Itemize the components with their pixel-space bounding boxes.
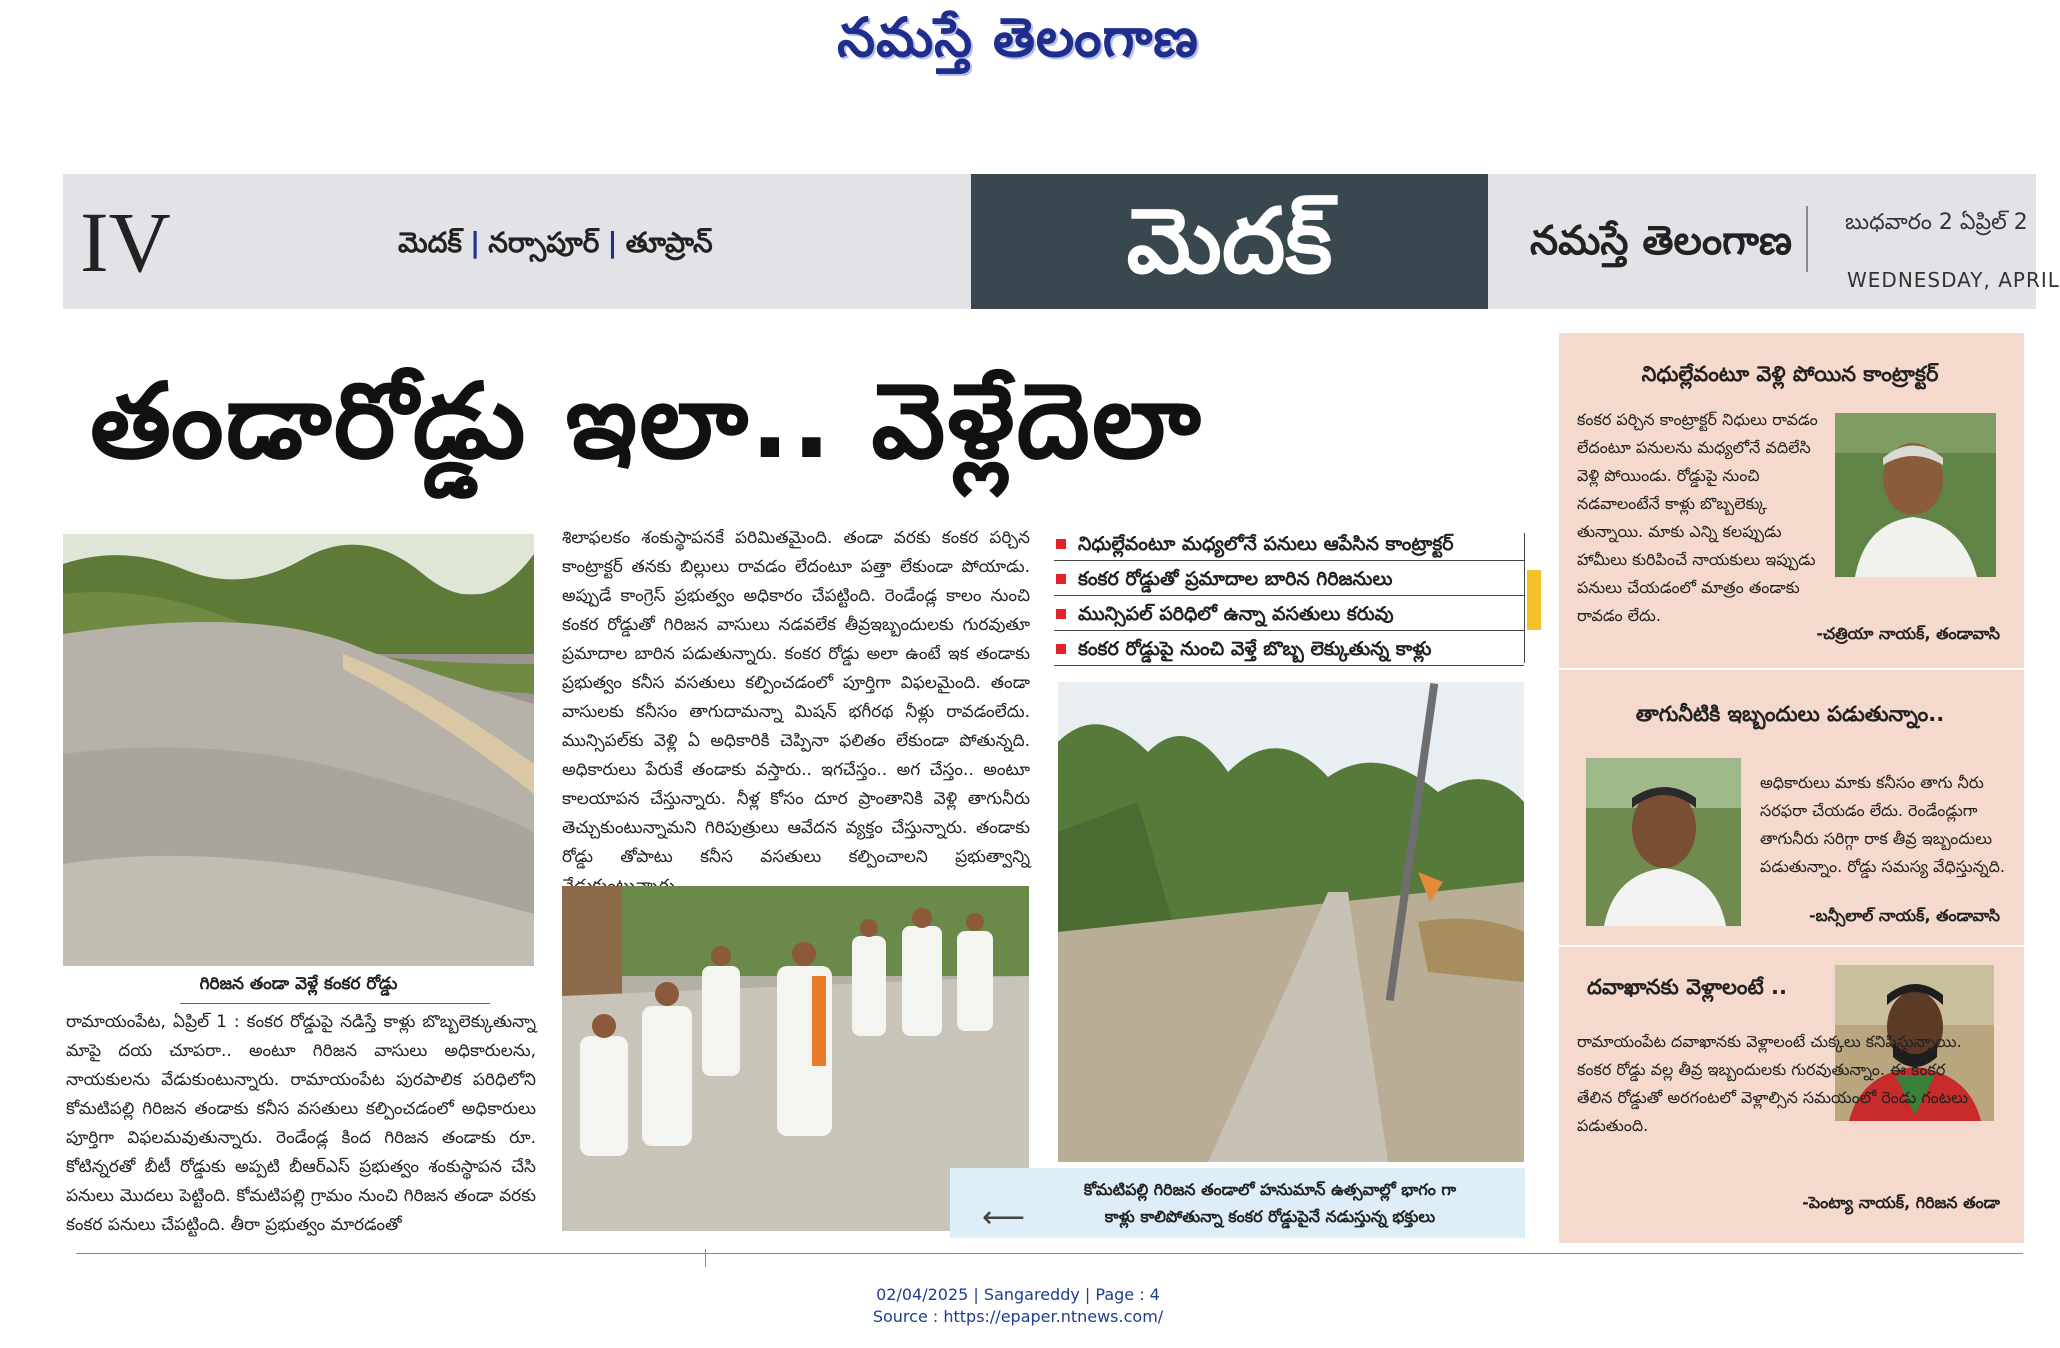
bullet-square-icon — [1056, 609, 1066, 619]
footer-rule — [76, 1253, 2023, 1254]
edition-item: నర్సాపూర్ — [488, 226, 600, 259]
quote2-credit: -బన్సీలాల్ నాయక్, తండావాసి — [1808, 906, 2000, 925]
footer-page-info: 02/04/2025 | Sangareddy | Page : 4 — [876, 1285, 1160, 1304]
edition-item: మెదక్ — [398, 226, 463, 259]
bullet-square-icon — [1056, 539, 1066, 549]
quote1-body: కంకర పర్చిన కాంట్రాక్టర్ నిధులు రావడం లేదంటూ పనులను మధ్యలోనే వదిలేసి వెళ్లి పోయిండు. రోడ్డుపై నుంచి నడవాలంటేనే కాళ్లు బొబ్బలెక్కు తున్నాయి. మాకు ఎన్ని కలప్పుడు హామీలు కురిపించే నాయకులు ఇప్పుడు పనులు చేయడంలో మాత్రం తండాకు రావడం లేదు. — [1577, 410, 1818, 625]
quote2-body: అధికారులు మాకు కనీసం తాగు నీరు సరఫరా చేయడం లేదు. రెండేండ్లుగా తాగునీరు సరిగ్గా రాక తీవ్ర ఇబ్బందులు పడుతున్నాం. రోడ్డు సమస్య వేధిస్తున్నది. — [1760, 773, 2005, 876]
masthead-title: నమస్తే తెలంగాణ — [837, 6, 1199, 69]
highlights-accent-bar — [1527, 570, 1541, 630]
edition-separator: | — [470, 226, 481, 259]
highlight-item — [1054, 633, 1524, 666]
edition-list — [398, 226, 713, 266]
header-divider — [1806, 206, 1808, 272]
road-photo — [63, 534, 534, 966]
caption-line: కోమటిపల్లి గిరిజన తండాలో హనుమాన్ ఉత్సవాల్లో భాగం గా — [1083, 1180, 1457, 1199]
district-title: మెదక్ — [1126, 189, 1333, 294]
article-body-left: రామాయంపేట, ఏప్రిల్ 1 : కంకర రోడ్డుపై నడిస్తే కాళ్లు బొబ్బలెక్కుతున్నా మాపై దయ చూపరా.. అంటూ గిరిజన వాసులు అధికారులను, నాయకులను వేడుకుంటున్నారు. రామాయంపేట పురపాలిక పరిధిలోని కోమటిపల్లి గిరిజన తండాకు కనీస వసతులు కల్పించడంలో అధికారులు పూర్తిగా విఫలమవుతున్నారు. రెండేండ్ల కింద గిరిజన తండాకు రూ. కోటిన్నరతో బీటీ రోడ్డుకు అప్పటి బీఆర్ఎస్ ప్రభుత్వం శంకుస్థాపన చేసి పనులు మొదలు పెట్టింది. కోమటిపల్లి గ్రామం నుంచి గిరిజన తండా వరకు కంకర పనులు చేపట్టింది. తీరా ప్రభుత్వం మారడంతో — [66, 1012, 536, 1235]
quote2-heading: తాగునీటికి ఇబ్బందులు పడుతున్నాం.. — [1635, 702, 1945, 726]
footer-source-link[interactable]: Source : https://epaper.ntnews.com/ — [872, 1307, 1164, 1326]
quote1-heading: నిధుల్లేవంటూ వెళ్లి పోయిన కాంట్రాక్టర్ — [1641, 362, 1939, 386]
highlight-text: కంకర రోడ్డుతో ప్రమాదాల బారిన గిరిజనులు — [1078, 568, 1393, 590]
highlight-text: మున్సిపల్ పరిధిలో ఉన్నా వసతులు కరువు — [1078, 603, 1394, 625]
highlights-border — [1524, 533, 1525, 663]
article-headline: తండారోడ్డు ఇలా.. వెళ్లేదెలా — [90, 360, 1203, 482]
quote3-body: రామాయంపేట దవాఖానకు వెళ్లాలంటే చుక్కలు కనిపిస్తున్నాయి. కంకర రోడ్డు వల్ల తీవ్ర ఇబ్బందులకు గురవుతున్నాం. ఈ కంకర తేలిన రోడ్డుతో అరగంటలో వెళ్లాల్సిన సమయంలో రెండు గంటలు పడుతుంది. — [1577, 1032, 1969, 1135]
paper-name: నమస్తే తెలంగాణ — [1530, 218, 1793, 264]
edition-item: తూప్రాన్ — [625, 226, 713, 259]
highlight-item — [1054, 598, 1524, 631]
highlight-text: కంకర రోడ్డుపై నుంచి వెళ్తే బొబ్బ లెక్కుతున్న కాళ్లు — [1078, 638, 1432, 660]
tanda-road-photo — [1058, 682, 1524, 1162]
arrow-left-icon: ⟵ — [982, 1200, 1026, 1235]
caption-rule — [180, 1003, 490, 1004]
masthead-logo — [0, 0, 2036, 80]
sidebar-divider — [1559, 945, 2024, 947]
tanda-photo-caption — [1040, 1176, 1500, 1230]
road-photo-caption: గిరిజన తండా వెళ్లే కంకర రోడ్డు — [199, 974, 398, 994]
caption-line: కాళ్లు కాలిపోతున్నా కంకర రోడ్డుపైనే నడుస్తున్న భక్తులు — [1104, 1207, 1436, 1226]
article-highlights — [1054, 528, 1524, 668]
highlight-text: నిధుల్లేవంటూ మధ్యలోనే పనులు ఆపేసిన కాంట్రాక్టర్ — [1078, 533, 1454, 555]
quote3-credit: -పెంట్యా నాయక్, గిరిజన తండా — [1802, 1193, 2000, 1212]
highlight-item — [1054, 528, 1524, 561]
sidebar-divider — [1559, 668, 2024, 670]
quote1-credit: -చత్రియా నాయక్, తండావాసి — [1816, 624, 2000, 643]
bullet-square-icon — [1056, 644, 1066, 654]
article-body-middle: శిలాఫలకం శంకుస్థాపనకే పరిమితమైంది. తండా వరకు కంకర పర్చిన కాంట్రాక్టర్ తనకు బిల్లులు రావడం లేదంటూ పత్తా లేకుండా పోయాడు. అప్పుడే కాంగ్రెస్ ప్రభుత్వం అధికారం చేపట్టింది. రెండేండ్ల కాలం నుంచి కంకర రోడ్డుతో గిరిజన వాసులు నడవలేక తీవ్రఇబ్బందులకు గురవుతూ ప్రమాదాల బారిన పడుతున్నారు. కంకర రోడ్డు అలా ఉంటే ఇక తండాకు ప్రభుత్వం కనీస వసతులు కల్పించడంలో పూర్తిగా విఫలమైంది. తండా వాసులకు కనీసం తాగుదామన్నా మిషన్ భగీరథ నీళ్లు రావడంలేదు. మున్సిపల్‌కు వెళ్లి ఏ అధికారికి చెప్పినా ఫలితం లేకుండా పోతున్నది. అధికారులు పేరుకే తండాకు వస్తారు.. ఇగచేస్తం.. అగ చేస్తం.. అంటూ కాలయాపన చేస్తున్నారు. నీళ్ల కోసం దూర ప్రాంతానికి వెళ్లి తాగునీరు తెచ్చుకుంటున్నామని గిరిపుత్రులు ఆవేదన వ్యక్తం చేస్తున్నారు. తండాకు రోడ్డు తోపాటు కనీస వసతులు కల్పించాలని ప్రభుత్వాన్ని — [562, 528, 1030, 867]
quote2-portrait — [1586, 758, 1741, 926]
quote1-portrait — [1835, 413, 1996, 577]
page-number: IV — [80, 194, 171, 290]
edition-separator: | — [607, 226, 618, 259]
bullet-square-icon — [1056, 574, 1066, 584]
footer-tick — [705, 1249, 706, 1267]
quote3-heading: దవాఖానకు వెళ్లాలంటే .. — [1587, 975, 1787, 999]
date-english: WEDNESDAY, APRIL — [1847, 268, 2060, 292]
highlight-item — [1054, 563, 1524, 596]
date-telugu: బుధవారం 2 ఏప్రిల్ 2 — [1845, 210, 2028, 235]
